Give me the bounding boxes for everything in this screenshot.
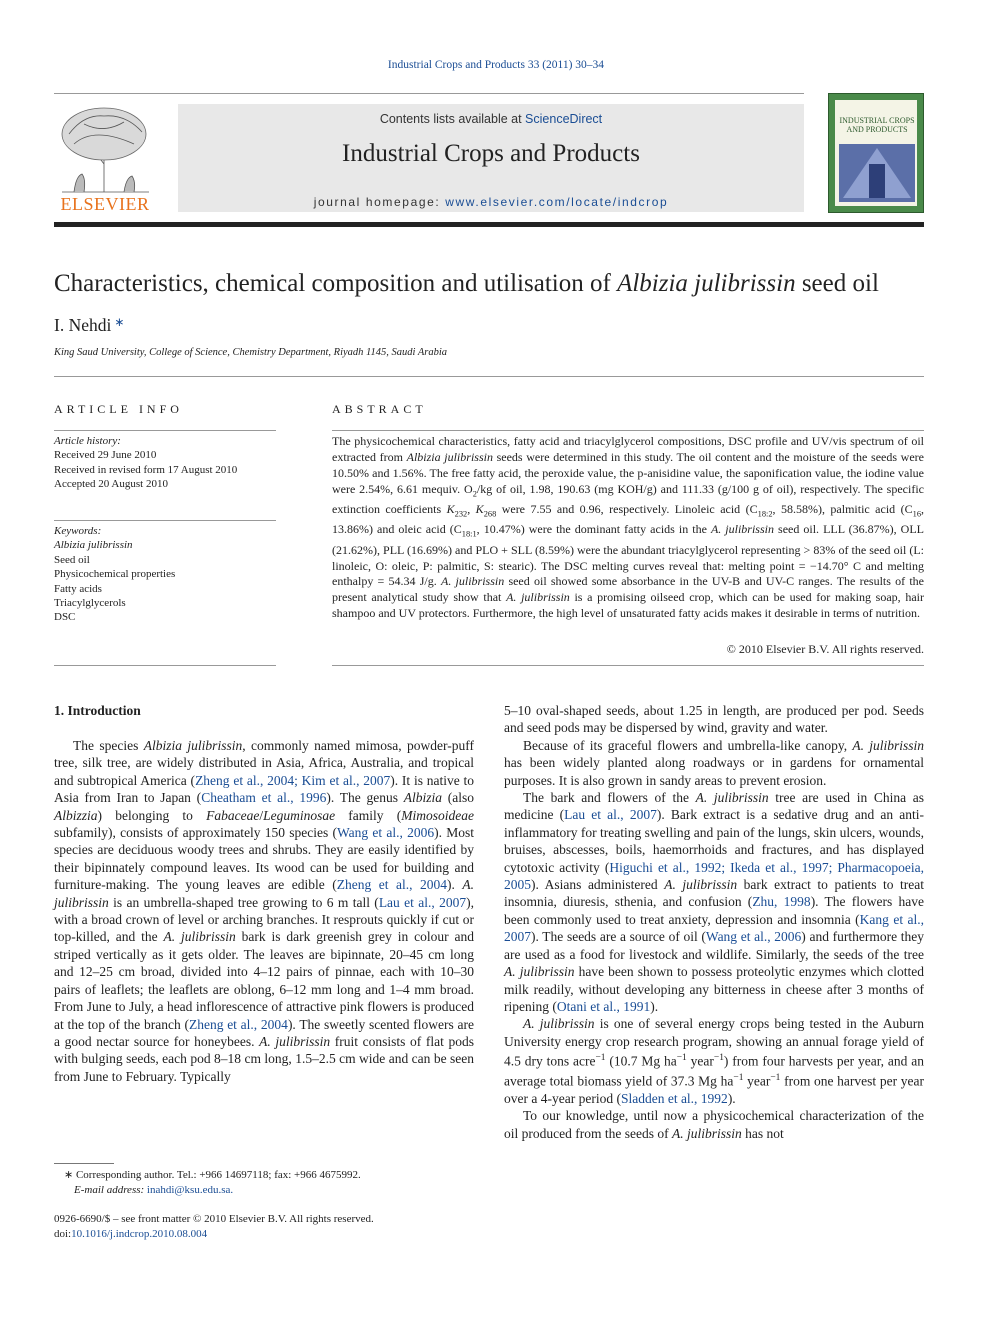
introduction-heading: 1. Introduction — [54, 703, 141, 718]
keywords-label: Keywords: — [54, 525, 102, 537]
journal-banner — [178, 104, 804, 212]
intro-paragraph: The bark and flowers of the A. julibrissin tree are used in China as medicine (Lau et al., 2007). Bark extract is a sedative drug and an anti-inflammatory for treating swelling and pain of the lungs, skin ulcers, wounds, bruises, abscesses, boils, haemorrhoids and fractures, and has displayed cytotoxic activity (Higuchi et al., 1992; Ikeda et al., 1997; Pharmacopoeia, 2005). Asians administered A. julibrissin bark extract to patients to treat insomnia, diuresis, sthenia, and confusion (Zhu, 1998). The flowers have been commonly used to treat anxiety, depression and insomnia (Kang et al., 2007). The seeds are a source of oil (Wang et al., 2006) and furthermore they are used as a food for livestock and wildlife. Similarly, the seeds of the tree A. julibrissin have been shown to possess proteolytic enzymes which clotted milk readily, without developing any bitterness in cheese after 3 months of ripening (Otani et al., 1991). — [504, 790, 925, 1014]
history-label: Article history: — [54, 435, 121, 447]
homepage-line — [178, 195, 804, 209]
author-footnote-mark[interactable]: ∗ — [114, 315, 125, 329]
author-affiliation: King Saud University, College of Science, Chemistry Department, Riyadh 1145, Saudi Arabia — [54, 347, 448, 358]
article-history — [54, 434, 276, 492]
affiliation-divider — [54, 376, 924, 377]
issn-doi — [54, 1212, 474, 1242]
contents-line — [178, 112, 804, 126]
abstract-heading: ABSTRACT — [332, 402, 427, 416]
keyword-item: Fatty acids — [54, 582, 102, 595]
intro-paragraph: The species Albizia julibrissin, commonly named mimosa, powder-puff tree, silk tree, are widely distributed in Asia, Africa, Australia, and tropical and subtropical America (Zheng et al., 2004; Kim et al., 2007). It is native to Asia from Iran to Japan (Cheatham et al., 1996). The genus Albizia (also Albizzia) belonging to Fabaceae/Leguminosae family (Mimosoideae subfamily), consists of approximately 150 species (Wang et al., 2006). Most species are deciduous woody trees and shrubs. They are easily identified by their bipinnately compound leaves. Its wood can be used for building and furniture-making. The young leaves are edible (Zheng et al., 2004). A. julibrissin is an umbrella-shaped tree growing to 6 m tall (Lau et al., 2007), with a broad crown of level or arching branches. It resprouts quickly if cut or top-killed, and the A. julibrissin bark is dark greenish grey in colour and striped vertically as it gets older. The leaves are bipinnate, 20–45 cm long and 12–25 cm broad, divided into 4–12 pairs of pinnae, each with 10–30 pairs of leaflets; the leaflets are oblong, 6–12 mm long and 1–4 mm broad. From June to July, a head inflorescence of attractive pink flowers is produced at the top of the branch (Zheng et al., 2004). The sweetly scented flowers are a good nectar source for honeybees. A. julibrissin fruit consists of flat pods with bulging seeds, each pod 8–18 cm long, 1.5–2.5 cm wide and can be seen from June to February. Typically — [54, 738, 475, 1084]
corresponding-author-footnote — [54, 1168, 474, 1197]
article-info-rule — [54, 430, 276, 431]
citation-link[interactable]: Higuchi et al., 1992; Ikeda et al., 1997; Pharmacopoeia, 2005 — [504, 859, 924, 893]
elsevier-logo[interactable] — [54, 104, 156, 216]
journal-cover[interactable] — [828, 93, 924, 213]
title-species: Albizia julibrissin — [617, 270, 796, 297]
cover-title: INDUSTRIAL CROPS AND PRODUCTS — [839, 116, 915, 134]
keyword-item: Albizia julibrissin — [54, 539, 133, 552]
abstract-copyright: © 2010 Elsevier B.V. All rights reserved. — [726, 642, 924, 656]
header-thick-rule — [54, 222, 924, 227]
keywords-rule — [54, 520, 276, 521]
issn-line: 0926-6690/$ – see front matter © 2010 Elsevier B.V. All rights reserved. — [54, 1213, 374, 1225]
citation-link[interactable]: Lau et al., 2007 — [564, 807, 657, 823]
title-text: Characteristics, chemical composition and utilisation of — [54, 270, 618, 297]
citation-link[interactable]: Kang et al., 2007 — [504, 911, 924, 945]
header-divider — [54, 93, 804, 94]
keyword-item: Triacylglycerols — [54, 597, 126, 610]
abstract-body: The physicochemical characteristics, fatty acid and triacylglycerol compositions, DSC profile and UV/vis spectrum of oil extracted from Albizia julibrissin seeds were determined in this study. The oil content and the moisture of the seeds were 10.50% and 1.56%. The free fatty acid, the peroxide value, the p-anisidine value, the saponification value, the iodine value were 2.54%, 6.61 mequiv. $O_2/kg$ of oil, 1.98, 190.63 (mg KOH/g) and 111.33 (g/100 g of oil), respectively. The specific extinction coefficients $K_{232}$, $K_{268}$ were 7.55 and 0.96, respectively. Linoleic acid ($C_{18:2}$, 58.58%), palmitic acid ($C_{16}$, 13.86%) and oleic acid ($C_{18:1}$, 10.47%) were the dominant fatty acids in the A. julibrissin seed oil. LLL (36.87%), OLL (21.62%), PLL (16.69%) and PLO + SLL (8.59%) were the abundant triacylglycerol representing > 83% of the seed oil (L: linoleic, O: oleic, P: palmitic, S: stearic). The DSC melting curves reveal that: melting point = −14.70° C and melting enthalpy = 54.34 J/g. A. julibrissin seed oil showed some absorbance in the UV-B and UV-C ranges. The results of the present analytical study show that A. julibrissin is a promising oilseed crop, which can be used for making soap, hair shampoo and UV protectors. Furthermore, the high level of unsaturated fatty acids makes it desirable in terms of nutrition. — [332, 434, 925, 621]
homepage-prefix: journal homepage: — [313, 195, 446, 209]
citation-link[interactable]: Lau et al., 2007 — [378, 894, 467, 910]
received-date: Received 29 June 2010 — [54, 449, 157, 462]
article-info-end-rule — [54, 665, 276, 666]
intro-paragraph: 5–10 oval-shaped seeds, about 1.25 in length, are produced per pod. Seeds and seed pods may be dispersed by wind, gravity and water. — [504, 703, 924, 736]
keyword-item: Physicochemical properties — [54, 568, 176, 581]
elsevier-tree-icon — [54, 104, 156, 194]
keywords — [54, 524, 276, 625]
corresponding-author: Corresponding author. Tel.: +966 14697118; fax: +966 4675992. — [75, 1169, 361, 1181]
footnote-rule — [54, 1163, 114, 1164]
abstract-end-rule — [332, 665, 924, 666]
citation-link[interactable]: Zhu, 1998 — [752, 894, 811, 910]
keyword-item: DSC — [54, 611, 76, 624]
citation-link[interactable]: Sladden et al., 1992 — [620, 1090, 728, 1106]
footnote-mark: ∗ — [64, 1169, 74, 1181]
citation-link[interactable]: Otani et al., 1991 — [556, 998, 651, 1014]
journal-homepage-link[interactable]: www.elsevier.com/locate/indcrop — [445, 195, 669, 209]
author-name: I. Nehdi — [54, 315, 112, 335]
publisher-wordmark: ELSEVIER — [60, 194, 150, 214]
contents-prefix: Contents lists available at — [379, 112, 526, 126]
citation-link[interactable]: Zheng et al., 2004; Kim et al., 2007 — [195, 772, 391, 788]
doi-link[interactable]: 10.1016/j.indcrop.2010.08.004 — [71, 1228, 208, 1240]
citation-link[interactable]: Zheng et al., 2004 — [188, 1016, 288, 1032]
doi-label: doi: — [54, 1228, 72, 1240]
sciencedirect-link[interactable]: ScienceDirect — [525, 112, 603, 126]
introduction-column-right — [504, 702, 924, 1142]
author-line — [54, 315, 124, 336]
intro-paragraph: A. julibrissin is one of several energy crops being tested in the Auburn University energy crop research program, showing an annual forage yield of 4.5 dry tons acre$^{-1}$ (10.7 Mg $ha^{-1}$ year$^{-1}$) from four harvests per year, and an average total biomass yield of 37.3 Mg $ha^{-1}$ year$^{-1}$ from one harvest per year over a 4-year period (Sladden et al., 1992). — [504, 1016, 925, 1106]
citation-link[interactable]: Wang et al., 2006 — [337, 825, 435, 841]
introduction-column-left — [54, 737, 474, 1085]
journal-citation[interactable]: Industrial Crops and Products 33 (2011) 30–34 — [387, 59, 605, 71]
accepted-date: Accepted 20 August 2010 — [54, 478, 168, 491]
citation-link[interactable]: Wang et al., 2006 — [705, 929, 802, 945]
intro-paragraph: Because of its graceful flowers and umbrella-like canopy, A. julibrissin has been widely planted along roadways or in gardens for ornamental purposes. It is also grown in sandy areas to prevent erosion. — [504, 737, 924, 788]
title-end: seed oil — [795, 270, 879, 297]
abstract-rule — [332, 430, 924, 431]
citation-link[interactable]: Zheng et al., 2004 — [336, 877, 448, 893]
article-title — [54, 270, 934, 298]
revised-date: Received in revised form 17 August 2010 — [54, 463, 238, 476]
email-label: E-mail address: — [74, 1183, 147, 1196]
cover-graphic-icon — [839, 144, 915, 202]
author-email-link[interactable]: inahdi@ksu.edu.sa. — [146, 1183, 234, 1196]
intro-paragraph: To our knowledge, until now a physicochemical characterization of the oil produced from the seeds of A. julibrissin has not — [504, 1108, 924, 1141]
journal-name: Industrial Crops and Products — [342, 140, 640, 167]
keyword-item: Seed oil — [54, 553, 90, 566]
article-info-heading: ARTICLE INFO — [54, 402, 183, 416]
citation-link[interactable]: Cheatham et al., 1996 — [201, 790, 327, 806]
